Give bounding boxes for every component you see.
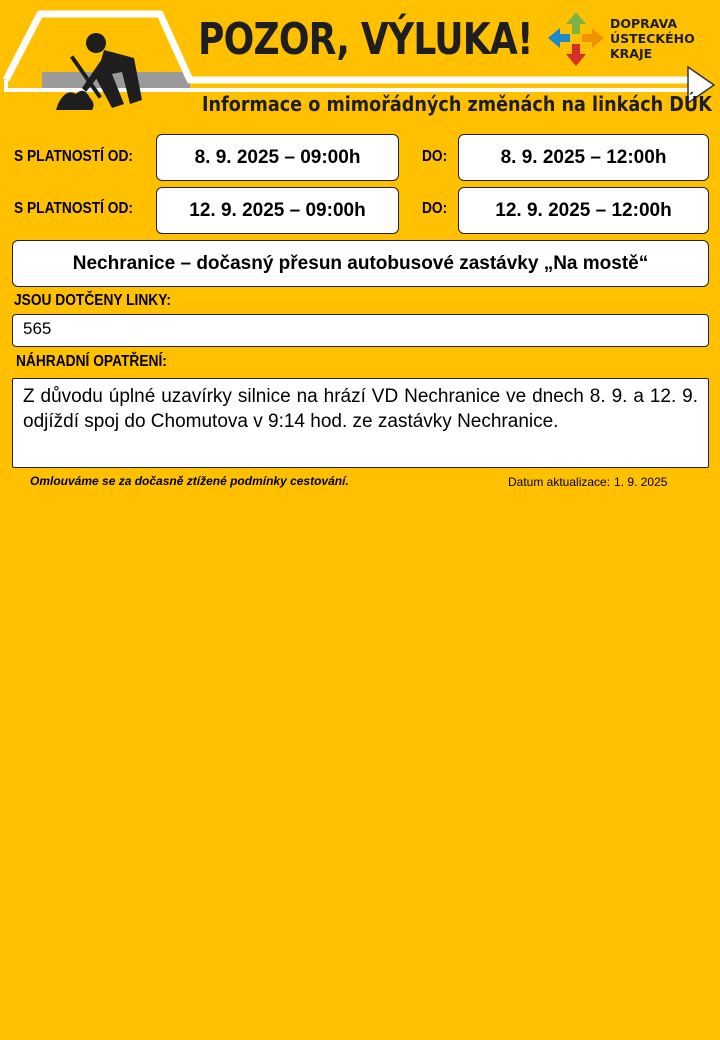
notice-heading: Nechranice – dočasný přesun autobusové zastávky „Na mostě“ — [12, 240, 709, 287]
validity-from-label: S PLATNOSTÍ OD: — [14, 148, 134, 165]
validity-from-label: S PLATNOSTÍ OD: — [14, 200, 134, 217]
logo-line: ÚSTECKÉHO — [610, 31, 695, 46]
validity-from-value: 12. 9. 2025 – 09:00h — [156, 187, 399, 234]
page-subtitle: Informace o mimořádných změnách na linkách DÚK — [202, 92, 712, 116]
validity-from-value: 8. 9. 2025 – 09:00h — [156, 134, 399, 181]
lines-label: JSOU DOTČENY LINKY: — [14, 292, 171, 309]
header — [0, 0, 720, 128]
validity-to-label: DO: — [422, 148, 448, 165]
lines-value: 565 — [12, 314, 709, 347]
update-date-label: Datum aktualizace: — [508, 475, 611, 489]
validity-to-value: 8. 9. 2025 – 12:00h — [458, 134, 709, 181]
validity-to-label: DO: — [422, 200, 448, 217]
update-date — [508, 475, 667, 489]
logo-line: KRAJE — [610, 46, 653, 61]
update-date-value: 1. 9. 2025 — [614, 475, 668, 489]
logo-line: DOPRAVA — [610, 16, 678, 31]
page-title: POZOR, VÝLUKA! — [198, 14, 533, 65]
duk-logo-icon — [548, 12, 604, 66]
apology-note: Omlouváme se za dočasně ztížené podmínky cestování. — [30, 474, 349, 488]
construction-worker-icon — [56, 33, 142, 110]
measures-text: Z důvodu úplné uzavírky silnice na hrází VD Nechranice ve dnech 8. 9. a 12. 9. odjíždí spoj do Chomutova v 9:14 hod. ze zastávky Nechranice. — [12, 378, 709, 468]
measures-label: NÁHRADNÍ OPATŘENÍ: — [16, 353, 167, 370]
duk-logo-text — [610, 16, 695, 61]
validity-to-value: 12. 9. 2025 – 12:00h — [458, 187, 709, 234]
